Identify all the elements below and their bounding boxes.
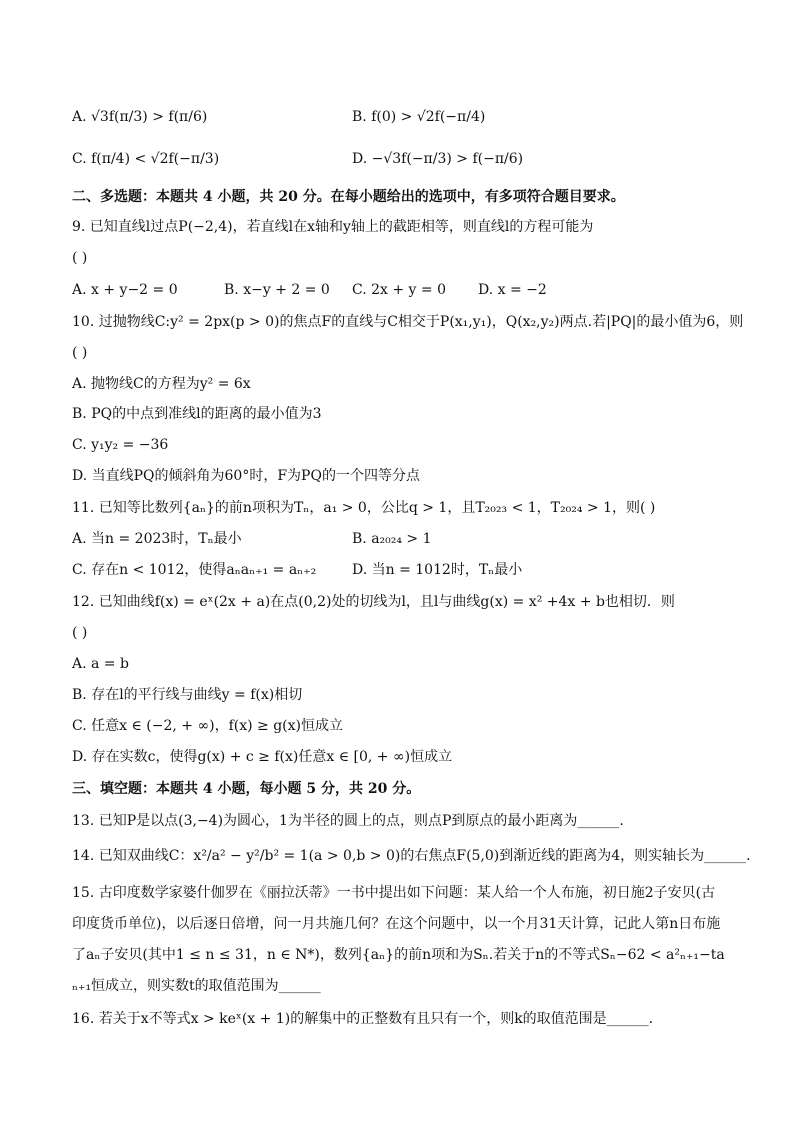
q9-option-c: C. 2x + y = 0: [352, 282, 446, 298]
q10-option-d: D. 当直线PQ的倾斜角为60°时，F为PQ的一个四等分点: [72, 468, 420, 484]
q8-option-b: B. f(0) > √2f(−π/4): [352, 109, 486, 125]
q11-option-d: D. 当n = 1012时，Tₙ最小: [352, 562, 523, 578]
q12-paren: ( ): [72, 625, 88, 641]
q9-paren: ( ): [72, 250, 88, 266]
q14-text: 14. 已知双曲线C：x²/a² − y²/b² = 1(a > 0,b > 0)的右焦点F(5,0)到渐近线的距离为4，则实轴长为______.: [72, 848, 751, 864]
q10-option-b: B. PQ的中点到准线l的距离的最小值为3: [72, 406, 322, 422]
q10-option-a: A. 抛物线C的方程为y² = 6x: [72, 376, 251, 392]
q9-option-a: A. x + y−2 = 0: [72, 282, 178, 298]
q10-paren: ( ): [72, 345, 88, 361]
q11-option-c: C. 存在n < 1012，使得aₙaₙ₊₁ = aₙ₊₂: [72, 562, 317, 578]
q16-text: 16. 若关于x不等式x > keˣ(x + 1)的解集中的正整数有且只有一个，则k的取值范围是______.: [72, 1011, 654, 1027]
q9-option-d: D. x = −2: [478, 282, 547, 298]
q15-line-2: 印度货币单位)，以后逐日倍增，问一月共施几何？在这个问题中，以一个月31天计算，记此人第n日布施: [72, 916, 721, 932]
q10-option-c: C. y₁y₂ = −36: [72, 437, 169, 453]
q11-stem: 11. 已知等比数列{aₙ}的前n项积为Tₙ，a₁ > 0，公比q > 1，且T₂₀₂₃ < 1，T₂₀₂₄ > 1，则( ): [72, 500, 656, 516]
q8-option-d: D. −√3f(−π/3) > f(−π/6): [352, 151, 524, 167]
q12-option-c: C. 任意x ∈ (−2, + ∞)，f(x) ≥ g(x)恒成立: [72, 718, 343, 734]
q12-option-d: D. 存在实数c，使得g(x) + c ≥ f(x)任意x ∈ [0, + ∞)恒成立: [72, 749, 453, 765]
q12-option-b: B. 存在l的平行线与曲线y = f(x)相切: [72, 687, 303, 703]
q11-option-b: B. a₂₀₂₄ > 1: [352, 531, 432, 547]
q8-option-c: C. f(π/4) < √2f(−π/3): [72, 151, 220, 167]
q15-line-4: ₙ₊₁恒成立，则实数t的取值范围为______: [72, 978, 321, 994]
section-2-heading: 二、多选题：本题共 4 小题，共 20 分。在每小题给出的选项中，有多项符合题目要求。: [72, 189, 625, 205]
q11-option-a: A. 当n = 2023时，Tₙ最小: [72, 531, 242, 547]
q12-option-a: A. a = b: [72, 656, 129, 672]
q15-line-3: 了aₙ子安贝(其中1 ≤ n ≤ 31，n ∈ N*)，数列{aₙ}的前n项和为Sₙ.若关于n的不等式Sₙ−62 < a²ₙ₊₁−ta: [72, 947, 725, 963]
q8-option-a: A. √3f(π/3) > f(π/6): [72, 109, 208, 125]
q15-line-1: 15. 古印度数学家婆什伽罗在《丽拉沃蒂》一书中提出如下问题：某人给一个人布施，初日施2子安贝(古: [72, 885, 716, 901]
q9-option-b: B. x−y + 2 = 0: [224, 282, 330, 298]
q13-text: 13. 已知P是以点(3,−4)为圆心，1为半径的圆上的点，则点P到原点的最小距离为______.: [72, 813, 624, 829]
q12-stem: 12. 已知曲线f(x) = eˣ(2x + a)在点(0,2)处的切线为l，且l与曲线g(x) = x² +4x + b也相切．则: [72, 594, 675, 610]
q9-stem: 9. 已知直线l过点P(−2,4)，若直线l在x轴和y轴上的截距相等，则直线l的方程可能为: [72, 219, 594, 235]
section-3-heading: 三、填空题：本题共 4 小题，每小题 5 分，共 20 分。: [72, 781, 421, 797]
q10-stem: 10. 过抛物线C:y² = 2px(p > 0)的焦点F的直线与C相交于P(x₁,y₁)，Q(x₂,y₂)两点.若|PQ|的最小值为6，则: [72, 314, 744, 330]
